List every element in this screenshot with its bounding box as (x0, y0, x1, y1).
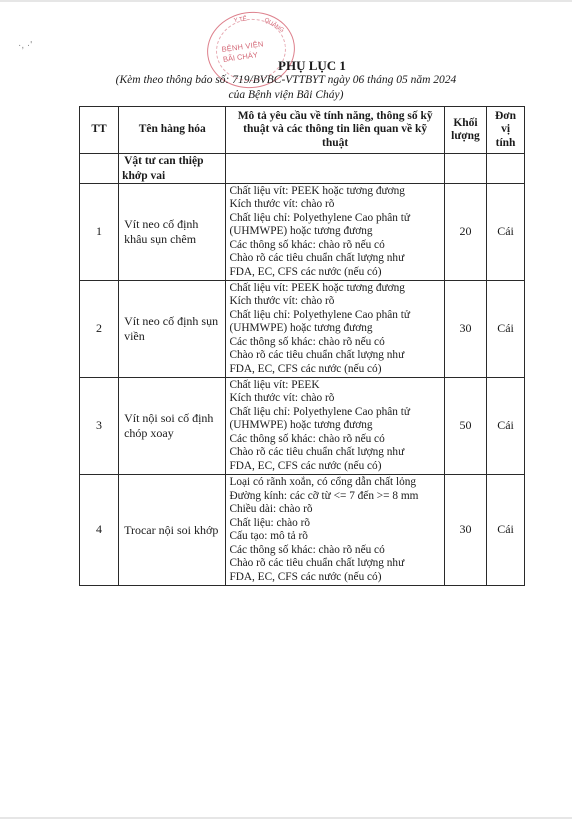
row-name: Trocar nội soi khớp (124, 522, 219, 537)
row-tt: 2 (80, 281, 119, 378)
row-desc-line: Kích thước vít: chào rõ (229, 392, 335, 405)
stamp-line-2: BÃI CHÁY (222, 50, 259, 64)
group-tt-cell (80, 154, 119, 184)
table-row (80, 475, 525, 586)
group-unit-cell (487, 154, 525, 184)
stamp-line-1: BỆNH VIỆN (221, 39, 265, 55)
row-desc-cell (226, 184, 444, 281)
row-desc-line: Chất liệu chỉ: Polyethylene Cao phân tử (229, 308, 411, 321)
row-unit: Cái (487, 184, 525, 281)
row-desc-cell (226, 475, 444, 586)
row-desc-line: Đường kính: các cỡ từ <= 7 đến >= 8 mm (229, 489, 419, 502)
row-desc-line: Chất liệu: chào rõ (229, 516, 311, 529)
stamp-side-text: QUẢNG (262, 17, 285, 34)
row-desc-line: Cấu tạo: mô tả rõ (229, 530, 308, 542)
margin-mark: ·, ·' (18, 40, 33, 51)
row-desc-line: Loại có rãnh xoắn, có cổng dẫn chất lỏng (229, 476, 417, 488)
table-row (80, 378, 525, 475)
stamp-top-text: Y TẾ (233, 16, 248, 25)
header-name: Tên hàng hóa (119, 107, 226, 154)
row-desc-line: Kích thước vít: chào rõ (229, 295, 335, 308)
header-unit: Đơn vị tính (487, 107, 525, 154)
row-name-cell (119, 184, 226, 281)
group-name-cell (119, 154, 226, 184)
group-name: Vật tư can thiệp khớp vai (122, 155, 204, 182)
table-row (80, 281, 525, 378)
row-tt: 4 (80, 475, 119, 586)
group-desc-cell (226, 154, 444, 184)
document-subtitle: (Kèm theo thông báo số: 719/BVBC-VTTBYT ngày 06 tháng 05 năm 2024 (115, 74, 457, 86)
row-desc-line: Chất liệu vít: PEEK (229, 378, 320, 391)
row-desc-line: (UHMWPE) hoặc tương đương (229, 419, 373, 432)
row-qty: 30 (444, 281, 486, 378)
row-desc-line: Các thông số khác: chào rõ nếu có (229, 335, 385, 348)
header-qty: Khối lượng (444, 107, 486, 154)
row-desc-line: Kích thước vít: chào rõ (229, 198, 335, 211)
row-name: Vít neo cố định sụn viền (124, 314, 219, 343)
row-name: Vít nội soi cố định chóp xoay (124, 411, 214, 440)
row-desc-line: FDA, EC, CFS các nước (nếu có) (229, 459, 382, 472)
row-desc-line: Các thông số khác: chào rõ nếu có (229, 543, 385, 556)
group-row (80, 154, 525, 184)
row-name-cell (119, 475, 226, 586)
row-desc-cell (226, 281, 444, 378)
row-desc-line: Các thông số khác: chào rõ nếu có (229, 432, 385, 445)
row-desc-line: Các thông số khác: chào rõ nếu có (229, 238, 385, 251)
table-header-row (80, 107, 525, 154)
table-body (80, 184, 525, 586)
table-row (80, 184, 525, 281)
specification-table (79, 106, 525, 586)
row-desc-line: FDA, EC, CFS các nước (nếu có) (229, 362, 382, 375)
row-desc-line: FDA, EC, CFS các nước (nếu có) (229, 265, 382, 278)
document-subtitle-2: của Bệnh viện Bãi Cháy) (228, 89, 344, 101)
row-qty: 30 (444, 475, 486, 586)
row-unit: Cái (487, 281, 525, 378)
row-desc-line: Chất liệu chỉ: Polyethylene Cao phân tử (229, 405, 411, 418)
row-name-cell (119, 378, 226, 475)
row-unit: Cái (487, 475, 525, 586)
document-title: PHỤ LỤC 1 (278, 58, 346, 73)
row-qty: 50 (444, 378, 486, 475)
row-qty: 20 (444, 184, 486, 281)
row-tt: 3 (80, 378, 119, 475)
row-unit: Cái (487, 378, 525, 475)
header-desc: Mô tả yêu cầu về tính năng, thông số kỹ thuật và các thông tin liên quan về kỹ thuật (226, 107, 444, 154)
header-tt: TT (80, 107, 119, 154)
page-top-edge (0, 0, 572, 2)
group-qty-cell (444, 154, 486, 184)
row-desc-line: Chào rõ các tiêu chuẩn chất lượng như (229, 446, 405, 459)
row-desc-line: Chào rõ các tiêu chuẩn chất lượng như (229, 557, 405, 569)
row-desc-line: Chất liệu vít: PEEK hoặc tương đương (229, 281, 405, 294)
row-tt: 1 (80, 184, 119, 281)
row-desc-line: Chất liệu chỉ: Polyethylene Cao phân tử (229, 211, 411, 224)
row-desc-line: (UHMWPE) hoặc tương đương (229, 322, 373, 335)
row-desc-line: Chào rõ các tiêu chuẩn chất lượng như (229, 349, 405, 362)
row-desc-cell (226, 378, 444, 475)
row-desc-line: (UHMWPE) hoặc tương đương (229, 225, 373, 238)
row-name: Vít neo cố định khâu sụn chêm (124, 217, 199, 246)
row-desc-line: FDA, EC, CFS các nước (nếu có) (229, 570, 382, 583)
row-name-cell (119, 281, 226, 378)
row-desc-line: Chào rõ các tiêu chuẩn chất lượng như (229, 252, 405, 265)
row-desc-line: Chất liệu vít: PEEK hoặc tương đương (229, 184, 405, 197)
row-desc-line: Chiều dài: chào rõ (229, 503, 313, 515)
